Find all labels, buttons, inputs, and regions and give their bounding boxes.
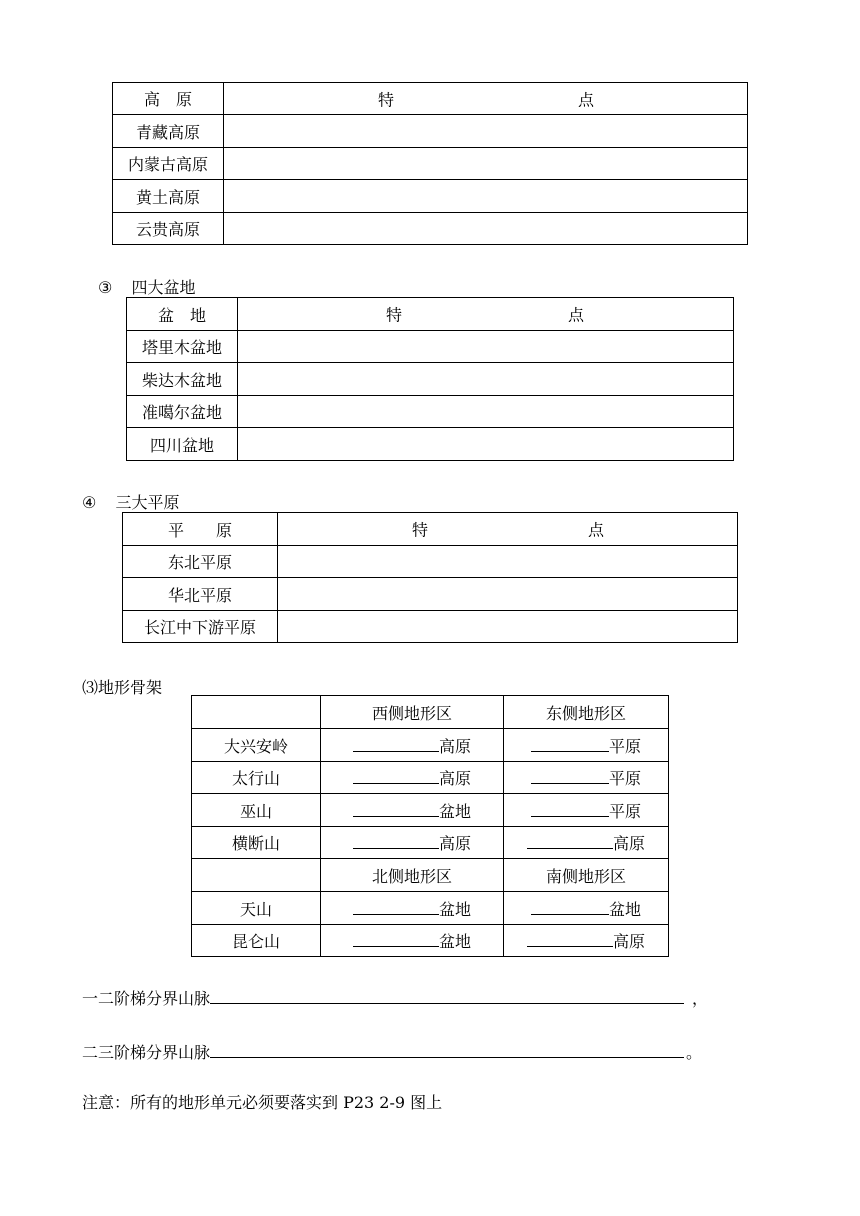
blank-cell[interactable] — [238, 363, 734, 396]
header-dian: 点 — [578, 90, 595, 109]
table-row-label: 青藏高原 — [113, 115, 224, 148]
fill-cell[interactable] — [321, 827, 504, 859]
section-title: 三大平原 — [115, 493, 180, 512]
blank-line[interactable] — [353, 800, 439, 817]
table-row-label: 东北平原 — [123, 546, 278, 578]
blank-line[interactable] — [531, 898, 609, 915]
plain-header-name: 平 原 — [123, 513, 278, 546]
mountain-name: 巫山 — [192, 794, 321, 827]
note-text: 注意：所有的地形单元必须要落实到 P23 2-9 图上 — [82, 1093, 443, 1112]
blank-line[interactable] — [531, 800, 609, 817]
boundary-line-1 — [82, 986, 708, 1009]
blank-line[interactable] — [353, 735, 439, 752]
section-number: ④ — [82, 493, 97, 512]
suffix: 盆地 — [608, 899, 641, 919]
section-number: ③ — [98, 278, 113, 297]
plateau-header-name: 高 原 — [113, 83, 224, 115]
fill-cell[interactable] — [504, 794, 669, 827]
fill-cell[interactable] — [504, 892, 669, 925]
empty-header — [192, 859, 321, 892]
answer-line[interactable] — [210, 987, 684, 1004]
suffix: 高原 — [438, 769, 471, 788]
table-row-label: 内蒙古高原 — [113, 148, 224, 180]
blank-cell[interactable] — [224, 213, 748, 245]
fill-cell[interactable] — [321, 925, 504, 957]
blank-line[interactable] — [531, 767, 609, 784]
boundary-label: 二三阶梯分界山脉 — [82, 1043, 211, 1062]
suffix: 平原 — [608, 736, 641, 756]
fill-cell[interactable] — [504, 925, 669, 957]
blank-cell[interactable] — [224, 148, 748, 180]
blank-cell[interactable] — [278, 546, 738, 578]
suffix: 高原 — [612, 834, 645, 853]
mountain-name: 大兴安岭 — [192, 729, 321, 762]
skeleton-table — [191, 695, 669, 957]
blank-cell[interactable] — [278, 611, 738, 643]
west-header: 西侧地形区 — [321, 696, 504, 729]
empty-header — [192, 696, 321, 729]
blank-line[interactable] — [531, 735, 609, 752]
mountain-name: 横断山 — [192, 827, 321, 859]
fill-cell[interactable] — [504, 827, 669, 859]
south-header: 南侧地形区 — [504, 859, 669, 892]
punctuation: 。 — [686, 1043, 703, 1062]
header-dian: 点 — [568, 305, 585, 325]
blank-line[interactable] — [527, 832, 613, 849]
punctuation: ， — [692, 989, 709, 1008]
fill-cell[interactable] — [504, 762, 669, 794]
answer-line[interactable] — [210, 1041, 684, 1058]
fill-cell[interactable] — [321, 892, 504, 925]
blank-cell[interactable] — [224, 115, 748, 148]
boundary-line-2 — [82, 1040, 702, 1063]
suffix: 高原 — [438, 834, 471, 853]
header-dian: 点 — [588, 520, 605, 540]
suffix: 盆地 — [438, 899, 471, 919]
plain-header-feature — [278, 513, 738, 546]
basin-header-feature — [238, 298, 734, 331]
table-row-label: 华北平原 — [123, 578, 278, 611]
suffix: 盆地 — [438, 801, 471, 821]
fill-cell[interactable] — [321, 729, 504, 762]
mountain-name: 天山 — [192, 892, 321, 925]
mountain-name: 昆仑山 — [192, 925, 321, 957]
blank-cell[interactable] — [278, 578, 738, 611]
east-header: 东侧地形区 — [504, 696, 669, 729]
table-row-label: 云贵高原 — [113, 213, 224, 245]
header-te: 特 — [378, 90, 395, 109]
suffix: 盆地 — [438, 932, 471, 951]
fill-cell[interactable] — [321, 762, 504, 794]
blank-cell[interactable] — [224, 180, 748, 213]
table-row-label: 柴达木盆地 — [127, 363, 238, 396]
plateau-table — [112, 82, 748, 245]
basin-header-name: 盆 地 — [127, 298, 238, 331]
blank-line[interactable] — [353, 930, 439, 947]
boundary-label: 一二阶梯分界山脉 — [82, 989, 211, 1008]
section-title: 四大盆地 — [131, 278, 196, 297]
fill-cell[interactable] — [504, 729, 669, 762]
suffix: 高原 — [612, 932, 645, 951]
table-row-label: 四川盆地 — [127, 428, 238, 461]
table-row-label: 黄土高原 — [113, 180, 224, 213]
basin-table — [126, 297, 734, 461]
table-row-label: 长江中下游平原 — [123, 611, 278, 643]
header-te: 特 — [412, 520, 429, 540]
blank-cell[interactable] — [238, 331, 734, 363]
suffix: 高原 — [438, 736, 471, 756]
blank-cell[interactable] — [238, 396, 734, 428]
table-row-label: 准噶尔盆地 — [127, 396, 238, 428]
plain-section-title — [82, 490, 179, 513]
blank-line[interactable] — [353, 898, 439, 915]
header-te: 特 — [386, 305, 403, 325]
mountain-name: 太行山 — [192, 762, 321, 794]
plateau-header-feature — [224, 83, 748, 115]
plain-table — [122, 512, 738, 643]
fill-cell[interactable] — [321, 794, 504, 827]
basin-section-title — [98, 275, 195, 298]
blank-line[interactable] — [527, 930, 613, 947]
blank-line[interactable] — [353, 832, 439, 849]
table-row-label: 塔里木盆地 — [127, 331, 238, 363]
suffix: 平原 — [608, 769, 641, 788]
blank-line[interactable] — [353, 767, 439, 784]
blank-cell[interactable] — [238, 428, 734, 461]
north-header: 北侧地形区 — [321, 859, 504, 892]
suffix: 平原 — [608, 801, 641, 821]
skeleton-section-title: ⑶地形骨架 — [82, 678, 163, 697]
